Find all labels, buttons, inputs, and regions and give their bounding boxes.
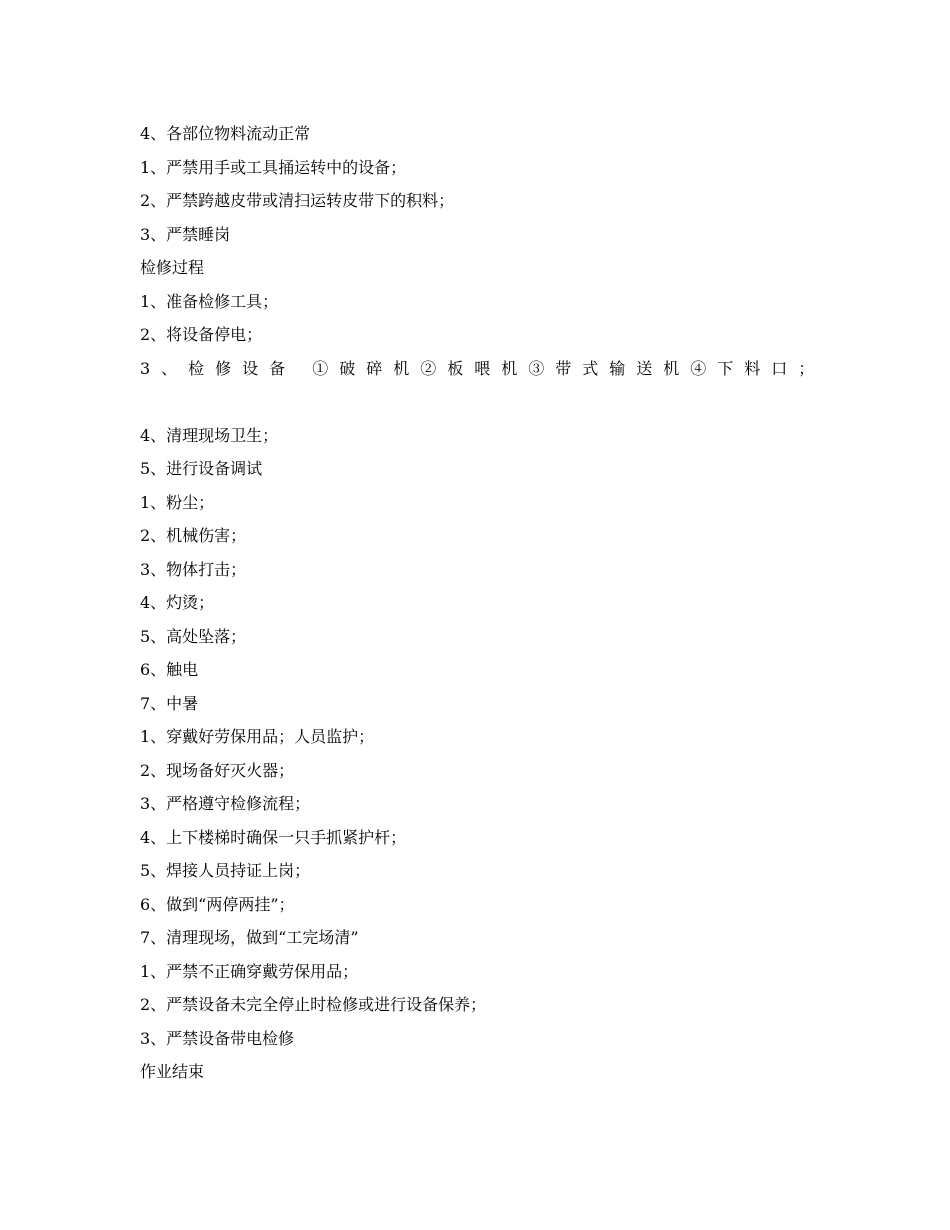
text-line: 6、触电	[140, 660, 199, 679]
text-line: 1、穿戴好劳保用品；人员监护；	[140, 727, 375, 746]
text-line: 4、上下楼梯时确保一只手抓紧护杆；	[140, 827, 407, 847]
text-line: 3、严禁睡岗	[140, 224, 231, 244]
text-line: 4、各部位物料流动正常	[140, 124, 311, 143]
text-line: 3、严禁设备带电检修	[140, 1028, 295, 1048]
blank-line	[140, 385, 840, 419]
text-line: 7、中暑	[140, 693, 199, 713]
text-line: 3、严格遵守检修流程；	[140, 794, 311, 813]
text-line: 1、严禁不正确穿戴劳保用品；	[140, 961, 359, 981]
text-line: 5、焊接人员持证上岗；	[140, 861, 311, 880]
text-line: 5、高处坠落；	[140, 626, 247, 646]
text-line: 1、粉尘；	[140, 492, 215, 512]
text-line: 1、准备检修工具；	[140, 291, 279, 311]
text-line: 5、进行设备调试	[140, 459, 263, 478]
document-body	[140, 117, 840, 1089]
text-line: 4、灼烫；	[140, 593, 215, 612]
text-line: 1、严禁用手或工具捅运转中的设备；	[140, 157, 407, 177]
text-line: 6、做到“两停两挂”；	[140, 894, 295, 914]
text-line: 4、清理现场卫生；	[140, 425, 279, 445]
section-heading: 检修过程	[140, 258, 205, 277]
text-line: 2、现场备好灭火器；	[140, 760, 295, 780]
text-line: 3、物体打击；	[140, 559, 247, 579]
section-heading: 作业结束	[140, 1062, 205, 1081]
text-line: 7、清理现场，做到“工完场清”	[140, 928, 359, 947]
text-line: 2、将设备停电；	[140, 325, 263, 344]
text-line-justified: 3、检修设备 ①破碎机②板喂机③带式输送机④下料口；	[140, 358, 826, 378]
text-line: 2、严禁跨越皮带或清扫运转皮带下的积料；	[140, 191, 455, 210]
text-line: 2、严禁设备未完全停止时检修或进行设备保养；	[140, 995, 487, 1014]
text-line: 2、机械伤害；	[140, 526, 247, 545]
